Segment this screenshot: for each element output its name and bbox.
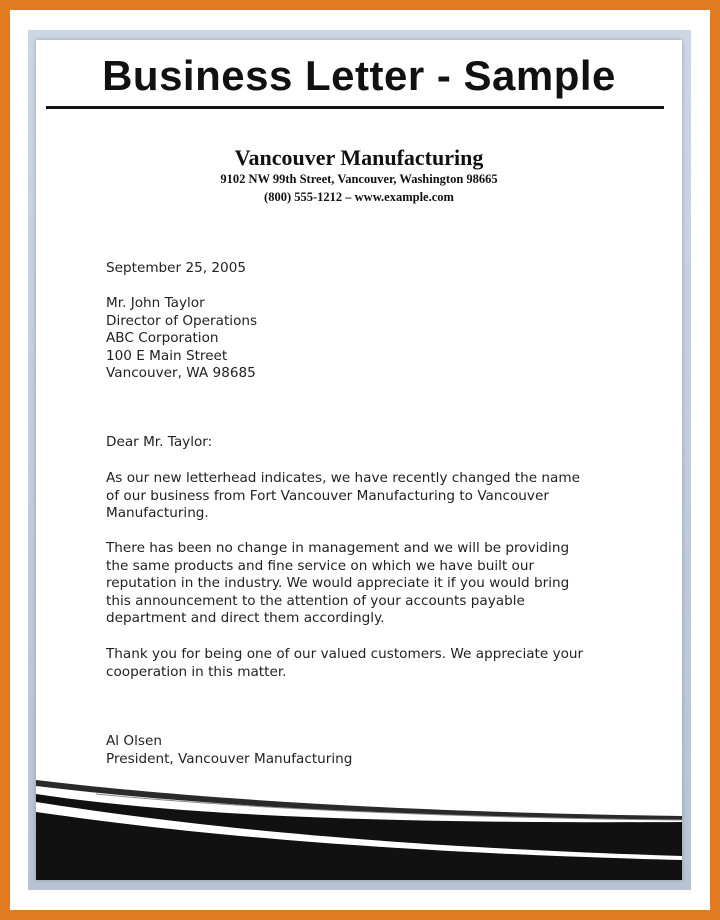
signature-title: President, Vancouver Manufacturing [106, 750, 353, 767]
company-contact: (800) 555-1212 – www.example.com [264, 190, 454, 204]
recipient-line: Director of Operations [106, 312, 258, 329]
letter-date: September 25, 2005 [106, 260, 246, 276]
recipient-address [106, 295, 666, 383]
company-name: Vancouver Manufacturing [234, 145, 484, 170]
paragraph-3: Thank you for being one of our valued customers. We appreciate your cooperation in this matter. [106, 646, 584, 680]
recipient-line: ABC Corporation [106, 330, 219, 347]
paragraph-2: There has been no change in management and we will be providing the same products and fine service on which we have built our reputation in the industry. We would appreciate it if you would bring this announcement to the attention of your accounts payable department and direct them accordingly. [106, 540, 570, 627]
page-title: Business Letter - Sample [102, 52, 616, 99]
letter-sheet [36, 40, 682, 880]
recipient-line: Mr. John Taylor [106, 295, 205, 311]
title-underline [46, 106, 664, 109]
signature-block [106, 733, 666, 768]
salutation: Dear Mr. Taylor: [106, 434, 213, 450]
recipient-line: 100 E Main Street [106, 347, 228, 364]
signature-name: Al Olsen [106, 733, 162, 749]
company-address: 9102 NW 99th Street, Vancouver, Washington 98665 [220, 172, 498, 186]
footer-wave-graphic [36, 772, 682, 880]
paragraph-1: As our new letterhead indicates, we have recently changed the name of our business from Fort Vancouver Manufacturing to Vancouver Manufacturing. [106, 470, 580, 522]
letterhead [36, 146, 682, 206]
recipient-line: Vancouver, WA 98685 [106, 365, 256, 382]
